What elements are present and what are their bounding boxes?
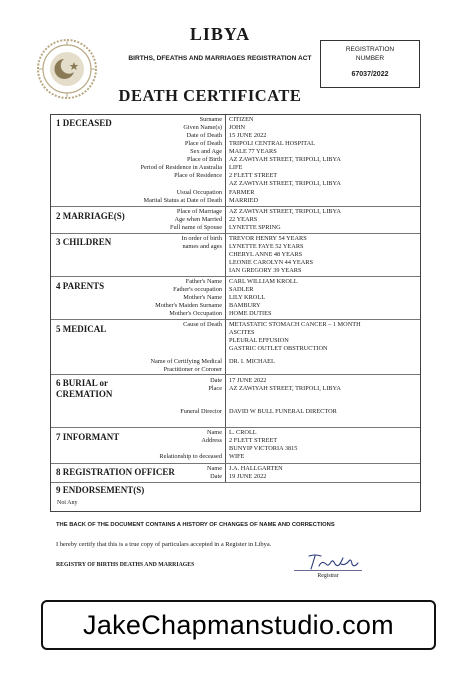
field-label: Mother's Occupation: [169, 310, 222, 317]
field-label: Practitioner or Coroner: [163, 366, 222, 373]
field-label: Full name of Spouse: [170, 224, 222, 231]
field-label: Sex and Age: [190, 148, 222, 155]
section-burial-cremation: [51, 375, 420, 428]
field-value: ASCITES: [229, 329, 255, 336]
field-row: [51, 377, 420, 385]
field-label: Surname: [199, 116, 222, 123]
registration-act-subtitle: BIRTHS, DFEATHS AND MARRIAGES REGISTRATION ACT: [128, 55, 312, 62]
field-value: LEONIE CAROLYN 44 YEARS: [229, 259, 313, 266]
field-value: LYNETTE SPRING: [229, 224, 281, 231]
field-value: 22 YEARS: [229, 216, 258, 223]
section-title: 4 PARENTS: [56, 281, 105, 291]
registration-number-box: [320, 40, 420, 88]
certificate-form: [50, 114, 421, 512]
field-row: [51, 208, 420, 216]
section-title-continued: CREMATION: [56, 389, 113, 399]
section-medical: [51, 320, 420, 375]
signature-line: [294, 570, 362, 571]
field-row: [51, 224, 420, 232]
field-label: Date of Death: [186, 132, 222, 139]
field-row: [51, 197, 420, 205]
field-value: 19 JUNE 2022: [229, 473, 267, 480]
field-label: Place of Marriage: [176, 208, 222, 215]
field-label: Address: [201, 437, 222, 444]
field-row: [51, 453, 420, 461]
field-value: AZ ZAWIYAH STREET, TRIPOLI, LIBYA: [229, 385, 341, 392]
registration-number-label: NUMBER: [355, 55, 385, 62]
field-value: CITIZEN: [229, 116, 254, 123]
field-row: [51, 385, 420, 393]
field-value: DR. I. MICHAEL: [229, 358, 275, 365]
field-row: [51, 235, 420, 243]
field-value: LILY KROLL: [229, 294, 266, 301]
section-title: 2 MARRIAGE(S): [56, 211, 125, 221]
field-value: J.A. HALLGARTEN: [229, 465, 283, 472]
field-row: [51, 251, 420, 259]
field-label: Given Name(s): [183, 124, 222, 131]
registrar-signature-icon: [305, 552, 365, 572]
field-row: [51, 366, 420, 374]
field-row: [51, 243, 420, 251]
field-row: [51, 408, 420, 416]
field-row: [51, 437, 420, 445]
field-value: AZ ZAWIYAH STREET, TRIPOLI, LIBYA: [229, 208, 341, 215]
field-row: [51, 294, 420, 302]
field-value: MALE 77 YEARS: [229, 148, 277, 155]
section-title: 5 MEDICAL: [56, 324, 107, 334]
field-value: JOHN: [229, 124, 246, 131]
country-title: LIBYA: [189, 24, 251, 44]
field-label: Date: [210, 377, 222, 384]
field-row: [51, 216, 420, 224]
certification-statement: I hereby certify that this is a true copy of particulars accepted in a Register in Libya.: [56, 541, 272, 548]
section-parents: [51, 277, 420, 320]
section-title: 9 ENDORSEMENT(S): [56, 485, 145, 495]
field-row: [51, 259, 420, 267]
field-label: Place of Birth: [187, 156, 222, 163]
registrar-label: Registrar: [317, 573, 339, 579]
field-row: [51, 329, 420, 337]
field-label: Usual Occupation: [176, 189, 222, 196]
field-label: Date: [210, 473, 222, 480]
section-title: 3 CHILDREN: [56, 237, 112, 247]
field-label: Funeral Director: [180, 408, 222, 415]
field-label: Marital Status at Date of Death: [143, 197, 222, 204]
field-row: [51, 132, 420, 140]
section-endorsements: [51, 483, 420, 511]
field-row: [51, 172, 420, 180]
field-row: [51, 345, 420, 353]
endorsement-note: Not Any: [57, 500, 78, 506]
field-row: [51, 278, 420, 286]
section-title: 6 BURIAL or: [56, 378, 109, 388]
field-value: GASTRIC OUTLET OBSTRUCTION: [229, 345, 328, 352]
field-value: TRIPOLI CENTRAL HOSPITAL: [229, 140, 316, 147]
field-value: BAMBURY: [229, 302, 261, 309]
field-row: [51, 267, 420, 275]
field-row: [51, 337, 420, 345]
field-value: FARMER: [229, 189, 255, 196]
field-row: [51, 473, 420, 481]
field-label: Mother's Maiden Surname: [155, 302, 222, 309]
section-children: [51, 234, 420, 277]
field-row: [51, 116, 420, 124]
field-row: [51, 189, 420, 197]
field-label: Place of Residence: [174, 172, 222, 179]
field-value: TREVOR HENRY 54 YEARS: [229, 235, 307, 242]
section-registration-officer: [51, 464, 420, 483]
field-label: Name: [206, 465, 222, 472]
field-value: L. CROLL: [229, 429, 257, 436]
field-label: Relationship to deceased: [159, 453, 222, 460]
section-title: 8 REGISTRATION OFFICER: [56, 467, 175, 477]
field-value: LIFE: [229, 164, 243, 171]
field-value: AZ ZAWIYAH STREET, TRIPOLI, LIBYA: [229, 156, 341, 163]
field-row: [51, 180, 420, 188]
field-label: names and ages: [182, 243, 222, 250]
field-value: MARRIED: [229, 197, 259, 204]
field-label: In order of birth: [181, 235, 222, 242]
field-label: Name: [206, 429, 222, 436]
field-label: Mother's Name: [183, 294, 222, 301]
field-row: [51, 164, 420, 172]
section-marriages: [51, 207, 420, 234]
field-value: WIFE: [229, 453, 245, 460]
document-title: DEATH CERTIFICATE: [118, 86, 302, 105]
field-value: SADLER: [229, 286, 254, 293]
field-label: Period of Residence in Australia: [140, 164, 222, 171]
field-value: HOME DUTIES: [229, 310, 272, 317]
field-row: [51, 156, 420, 164]
field-value: IAN GREGORY 39 YEARS: [229, 267, 302, 274]
field-row: [51, 429, 420, 437]
field-value: CHERYL ANNE 48 YEARS: [229, 251, 303, 258]
field-label: Name of Certifying Medical: [150, 358, 222, 365]
field-row: [51, 124, 420, 132]
watermark-banner: JakeChapmanstudio.com: [41, 600, 436, 650]
field-row: [51, 465, 420, 473]
field-label: Father's Name: [185, 278, 222, 285]
field-value: 2 FLETT STREET: [229, 172, 278, 179]
field-value: 15 JUNE 2022: [229, 132, 267, 139]
field-row: [51, 302, 420, 310]
section-informant: [51, 428, 420, 464]
field-value: BUNYIP VICTORIA 3815: [229, 445, 298, 452]
field-row: [51, 358, 420, 366]
field-row: [51, 321, 420, 329]
section-title: 1 DECEASED: [56, 118, 112, 128]
back-of-document-note: THE BACK OF THE DOCUMENT CONTAINS A HISTORY OF CHANGES OF NAME AND CORRECTIONS: [56, 522, 335, 528]
field-value: 2 FLETT STREET: [229, 437, 278, 444]
field-row: [51, 148, 420, 156]
field-value: 17 JUNE 2022: [229, 377, 267, 384]
field-value: DAVID W BULL FUNERAL DIRECTOR: [229, 408, 337, 415]
field-value: METASTATIC STOMACH CANCER – 1 MONTH: [229, 321, 361, 328]
field-value: CARL WILLIAM KROLL: [229, 278, 298, 285]
field-label: Father's occupation: [173, 286, 222, 293]
field-value: AZ ZAWIYAH STREET, TRIPOLI, LIBYA: [229, 180, 341, 187]
field-label: Age when Married: [174, 216, 222, 223]
field-value: PLEURAL EFFUSION: [229, 337, 289, 344]
registration-label: REGISTRATION: [345, 46, 395, 53]
registration-number: 67037/2022: [351, 71, 389, 78]
field-row: [51, 445, 420, 453]
field-row: [51, 310, 420, 318]
field-label: Place: [208, 385, 222, 392]
field-row: [51, 140, 420, 148]
field-label: Cause of Death: [183, 321, 222, 328]
registry-name: REGISTRY OF BIRTHS DEATHS AND MARRIAGES: [56, 562, 195, 568]
field-label: Place of Death: [184, 140, 222, 147]
section-title: 7 INFORMANT: [56, 432, 120, 442]
field-value: LYNETTE FAYE 52 YEARS: [229, 243, 304, 250]
field-row: [51, 286, 420, 294]
section-deceased: [51, 115, 420, 207]
